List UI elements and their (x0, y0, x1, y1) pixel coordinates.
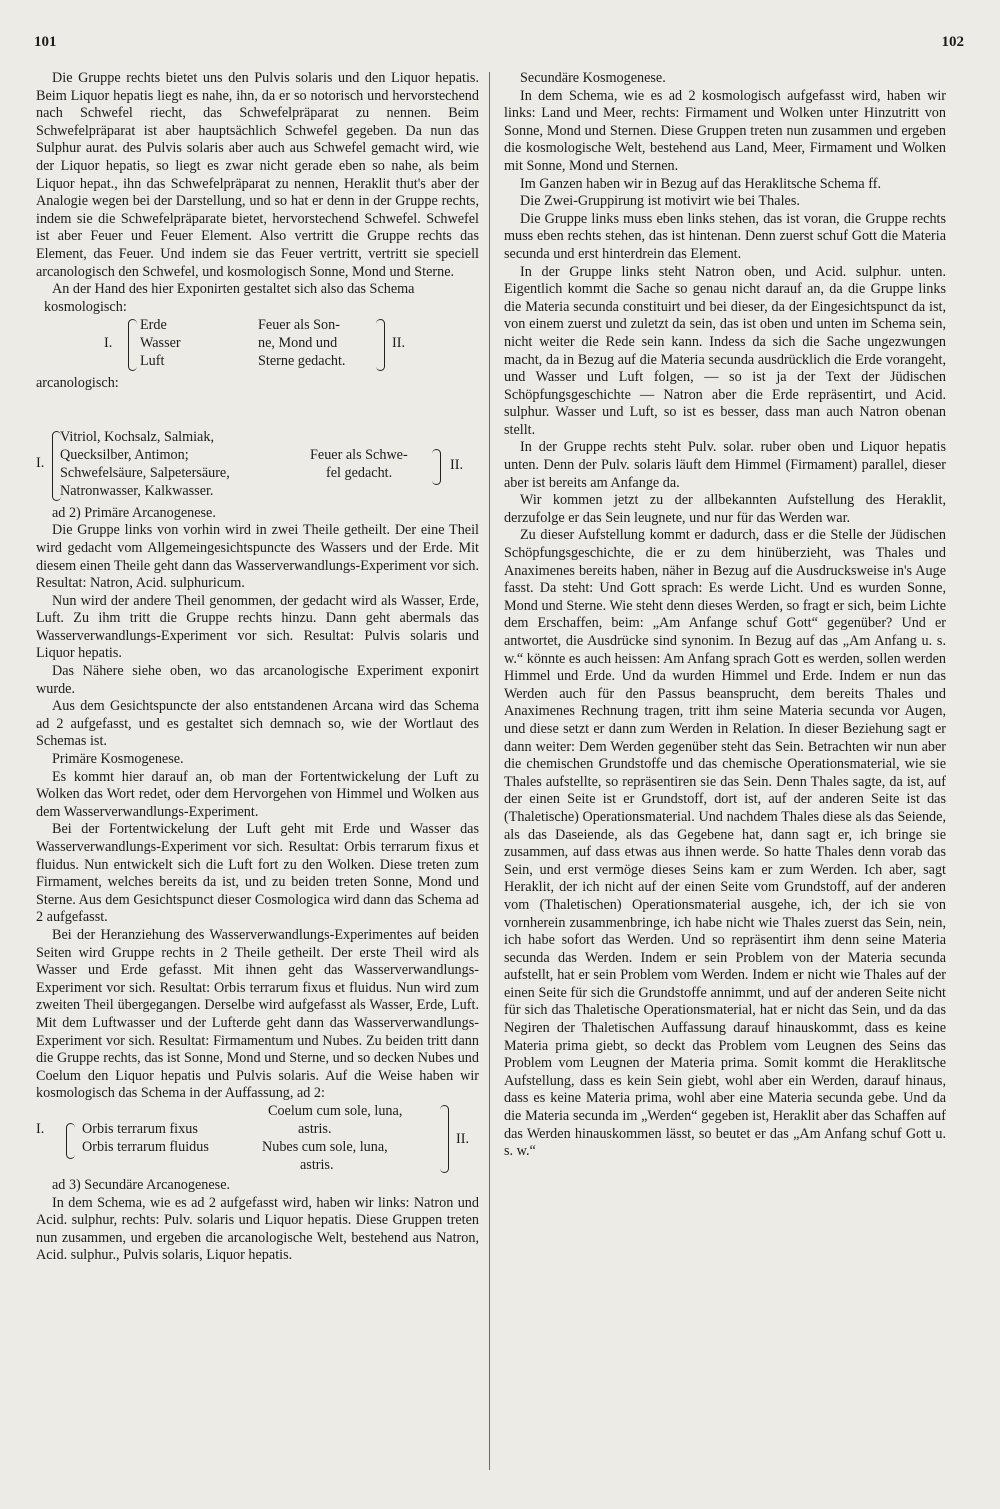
schema-group-one: I. (104, 334, 113, 351)
schema-item: Quecksilber, Antimon; (60, 446, 189, 463)
paragraph: Das Nähere siehe oben, wo das arcanologische Experiment exponirt wurde. (36, 663, 479, 697)
schema-item: Coelum cum sole, luna, (268, 1102, 403, 1119)
page-number-right: 102 (941, 34, 964, 50)
paragraph: Im Ganzen haben wir in Bezug auf das Heraklitsche Schema ff. (520, 175, 881, 192)
left-column (36, 70, 479, 1265)
schema-item: Wasser (140, 334, 181, 351)
page-number-left: 101 (34, 34, 57, 50)
paragraph: Es kommt hier darauf an, ob man der Fortentwickelung der Luft zu Wolken das Wort redet, oder dem Hervorgehen von Himmel und Wolken aus dem Wasserverwandlungs-Experiment. (36, 768, 479, 820)
schema-group-two: II. (456, 1130, 469, 1147)
section-heading: ad 3) Secundäre Arcanogenese. (52, 1176, 231, 1193)
paragraph: In der Gruppe rechts steht Pulv. solar. ruber oben und Liquor hepatis unten. Denn der Pulv. solaris läuft dem Himmel (Firmament) parallel, dieser aber ist bereits am Anfange da. (504, 439, 946, 491)
section-heading: ad 2) Primäre Arcanogenese. (52, 504, 216, 521)
paragraph: An der Hand des hier Exponirten gestaltet sich also das Schema (52, 281, 415, 298)
schema-item: ne, Mond und (258, 334, 338, 351)
right-brace (376, 319, 385, 371)
left-brace (128, 319, 137, 371)
paragraph: Zu dieser Aufstellung kommt er dadurch, dass er die Stelle der Jüdischen Schöpfungsgeschichte, die er zu dem hinüberzieht, was Thales und Anaximenes bereits haben, näher in Bezug auf die Ausdrucksweise in's Auge fasst. Da steht: Und Gott sprach: Es werde Licht. Und es wurden Sonne, Mond und Sterne. Wie steht denn dieses Werden, so fragt er sich, beim Lichte dem Erschaffen, beim: „Am Anfange schuf Gott“ gegenüber? Und er antwortet, die Ausdrücke sind synonim. In Bezug auf das „Am Anfang u. s. w.“ könnte es auch heissen: Am Anfang sprach Gott es werden, sollen werden Himmel und Erde. Und da wurden Himmel und Erde. Indem er nun das Werden auch für den Passus beansprucht, dem bereits Thales und Anaximenes Rechnung tragen, tritt ihm seine Materia secunda vor Augen, und diese setzt er dann zum Werden in Relation. In dieser Beziehung sagt er dann weiter: Dem Werden gegenüber steht das Sein. Betrachten wir nun aber die chemischen Grundstoffe und das chemische Operationsmaterial, wie sie Thales aufstellte, so repräsentiren sie das Sein. Denn Thales sagte, da ist, auf der einen Seite ist er Grundstoff, dort ist, auf der anderen Seite ist das (Thaletische) Operationsmaterial. Und nachdem Thales diese als das Seiende, als das Daseiende, als das Gegebene hat, dann sagt er, ich bringe sie zusammen, auf dass etwas aus ihnen werde. So hatte Thales denn vorab das Sein, und erst vermöge dieses Seins kam er zum Werden. Ich aber, sagt Heraklit, der ich nicht auf der einen Seite vom Grundstoff, auf der anderen vom (Thaletischen) Operationsmaterial ausgehe, ich, der ich sie von vornherein zusammenbringe, ich habe nicht wie Thales zuerst das Sein, nein, ich habe sofort das Werden. Und so repräsentirt ihm denn seine Materia secunda das Werden. Indem er sein Problem von der Materia secunda aufstellt, hat er sein Problem vom Werden. Indem er nicht wie Thales auf der einen Seite für sich die Grundstoffe annimmt, und auf der anderen Seite nicht für sich das Thaletische Operationsmaterial, hat er nicht das Sein, und da das Negiren der Thaletischen Auffassung darauf hinauskommt, dass es keine Materia prima giebt, so deckt das Problem vom Leugnen des Seins das Problem vom Leugnen der Materia prima. Somit kommt die Heraklitsche Aufstellung, dass es kein Sein giebt, wohl aber ein Werden, darauf hinaus, dass es keine Materia prima, wohl aber eine Materia secunda gebe. Und da die Materia secunda im „Werden“ gegeben ist, Heraklit aber das Schaffen auf das Werden hinauskommen lässt, so beutet er das „Am Anfang schuf Gott u. s. w.“ (504, 527, 946, 1160)
right-brace (432, 449, 441, 485)
arcanologisch-schema (36, 429, 479, 503)
schema-label: kosmologisch: (44, 298, 127, 315)
schema-item: Feuer als Schwe- (310, 446, 408, 463)
column-divider (489, 72, 490, 1470)
paragraph: In dem Schema, wie es ad 2 kosmologisch aufgefasst wird, haben wir links: Land und Meer, rechts: Firmament und Wolken unter Hinzutritt von Sonne, Mond und Sternen. Diese Gruppen treten nun zusammen und ergeben die kosmologische Welt, bestehend aus Land, Meer, Firmament und Wolken mit Sonne, Mond und Sternen. (504, 87, 946, 174)
schema-item: Erde (140, 316, 167, 333)
right-brace (440, 1105, 449, 1173)
schema-group-one: I. (36, 1120, 45, 1137)
schema-group-two: II. (392, 334, 405, 351)
section-heading: Primäre Kosmogenese. (52, 751, 184, 768)
paragraph: Wir kommen jetzt zu der allbekannten Aufstellung des Heraklit, derzufolge er das Sein leugnete, und nur für das Werden war. (504, 492, 946, 526)
schema-label: arcanologisch: (36, 374, 119, 391)
schema-group-one: I. (36, 454, 45, 471)
paragraph: Aus dem Gesichtspuncte der also entstandenen Arcana wird das Schema ad 2 aufgefasst, und es gestaltet sich demnach so, wie der Wortlaut des Schemas ist. (36, 698, 479, 750)
paragraph: Bei der Fortentwickelung der Luft geht mit Erde und Wasser das Wasserverwandlungs-Experiment vor sich. Resultat: Orbis terrarum fixus et fluidus. Nun entwickelt sich die Luft fort zu den Wolken. Diese treten zum Firmament, welches bereits da ist, und zu beiden treten Sonne, Mond und Sterne. Aus dem Gesichtspunct dieser Cosmologica wird dann das Schema ad 2 aufgefasst. (36, 821, 479, 926)
paragraph: Bei der Heranziehung des Wasserverwandlungs-Experimentes auf beiden Seiten wird Gruppe rechts in 2 Theile getheilt. Der erste Theil wird als Wasser und Erde gefasst. Mit ihnen geht das Wasserverwandlungs-Experiment vor sich. Resultat: Orbis terrarum fixus et fluidus. Nun wird zum zweiten Theil übergegangen. Derselbe wird aufgefasst als Wasser, Erde, Luft. Mit dem Luftwasser und der Lufterde geht dann das Wasserverwandlungs-Experiment vor sich. Resultat: Firmamentum und Nubes. Zu beiden tritt dann die Gruppe rechts, das ist Sonne, Mond und Sterne, und so decken Nubes und Coelum den Liquor hepatis und Pulvis solaris. Auf die Weise haben wir kosmologisch das Schema in der Auffassung, ad 2: (36, 926, 479, 1102)
section-heading: Secundäre Kosmogenese. (520, 70, 666, 86)
schema-item: Vitriol, Kochsalz, Salmiak, (60, 428, 214, 445)
right-column (504, 70, 946, 1161)
schema-item: Nubes cum sole, luna, (262, 1138, 388, 1155)
paragraph: In dem Schema, wie es ad 2 aufgefasst wird, haben wir links: Natron und Acid. sulphur, rechts: Pulv. solaris und Liquor hepatis. Diese Gruppen treten nun zusammen, und ergeben die arcanologische Welt, bestehend aus Natron, Acid. sulphur., Pulvis solaris, Liquor hepatis. (36, 1194, 479, 1264)
schema-item: astris. (298, 1120, 332, 1137)
paragraph: Die Gruppe links muss eben links stehen, das ist voran, die Gruppe rechts muss eben rechts stehen, das ist hintenan. Denn zuerst schuf Gott die Materia secunda und erst hinterdrein das Element. (504, 210, 946, 262)
schema-item: fel gedacht. (326, 464, 393, 481)
left-brace (66, 1123, 75, 1159)
schema-group-two: II. (450, 456, 463, 473)
paragraph: Die Gruppe links von vorhin wird in zwei Theile getheilt. Der eine Theil wird gedacht vom Allgemeingesichtspuncte des Wassers und der Erde. Mit diesem einen Theile geht dann das Wasserverwandlungs-Experiment vor sich. Resultat: Natron, Acid. sulphuricum. (36, 522, 479, 592)
paragraph: Nun wird der andere Theil genommen, der gedacht wird als Wasser, Erde, Luft. Zu ihm tritt die Gruppe rechts hinzu. Dann geht abermals das Wasserverwandlungs-Experiment vor sich. Resultat: Pulvis solaris und Liquor hepatis. (36, 592, 479, 662)
paragraph: Die Gruppe rechts bietet uns den Pulvis solaris und den Liquor hepatis. Beim Liquor hepatis liegt es nahe, ihn, da er so notorisch und hervorstechend nach Schwefel riecht, das Schwefelpräparat zu nennen. Beim Schwefelpräparat ist aber hauptsächlich Schwefel gegeben. Da nun das Sulphur aurat. des Pulvis solaris aber auch aus Schwefel gemacht wird, wie der Liquor hepatis, so liegt es zwar nicht gerade eben so nahe, als beim Liquor hepat., ihn das Schwefelpräparat zu nennen, Heraklit thut's aber der Analogie wegen bei der Darstellung, und so hat er denn in der Gruppe rechts, indem sie die Schwefelpräparate bietet, hervorstechend Schwefel. Schwefel ist aber Feuer und Feuer Element. Also vertritt die Gruppe rechts das Element, das Feuer. Und indem sie das Feuer vertritt, vertritt sie speciell arcanologisch den Schwefel, und kosmologisch Sonne, Mond und Sterne. (36, 70, 479, 280)
schema-item: Feuer als Son- (258, 316, 340, 333)
paragraph: Die Zwei-Gruppirung ist motivirt wie bei Thales. (520, 193, 800, 210)
schema-item: Orbis terrarum fixus (82, 1120, 198, 1137)
schema-item: Luft (140, 352, 165, 369)
orbis-schema (36, 1103, 479, 1175)
schema-item: Orbis terrarum fluidus (82, 1138, 209, 1155)
paragraph: In der Gruppe links steht Natron oben, und Acid. sulphur. unten. Eigentlich kommt die Sache so genau nicht darauf an, da die Gruppe links die Materia secunda constituirt und bei dieser, da der Eingesichtspunct da ist, von einem zuerst und zuletzt da sein, das ist oben und unten im Schema sein, nicht weiter die Rede sein kann. Indess da sich die Sache ungezwungen macht, da in Bezug auf die Materia secunda ausdrücklich die Erde vorangeht, und Wasser und Luft folgen, — so ist ja der Text der Jüdischen Schöpfungsgeschichte — Natron aber die Erde repräsentirt, und Acid. sulphur. Wasser und Luft, so ist es besser, dass man auch Natron obenan stellt. (504, 263, 946, 438)
kosmologisch-schema (36, 299, 479, 427)
schema-item: Schwefelsäure, Salpetersäure, (60, 464, 230, 481)
schema-item: Sterne gedacht. (258, 352, 346, 369)
schema-item: astris. (300, 1156, 334, 1173)
schema-item: Natronwasser, Kalkwasser. (60, 482, 214, 499)
